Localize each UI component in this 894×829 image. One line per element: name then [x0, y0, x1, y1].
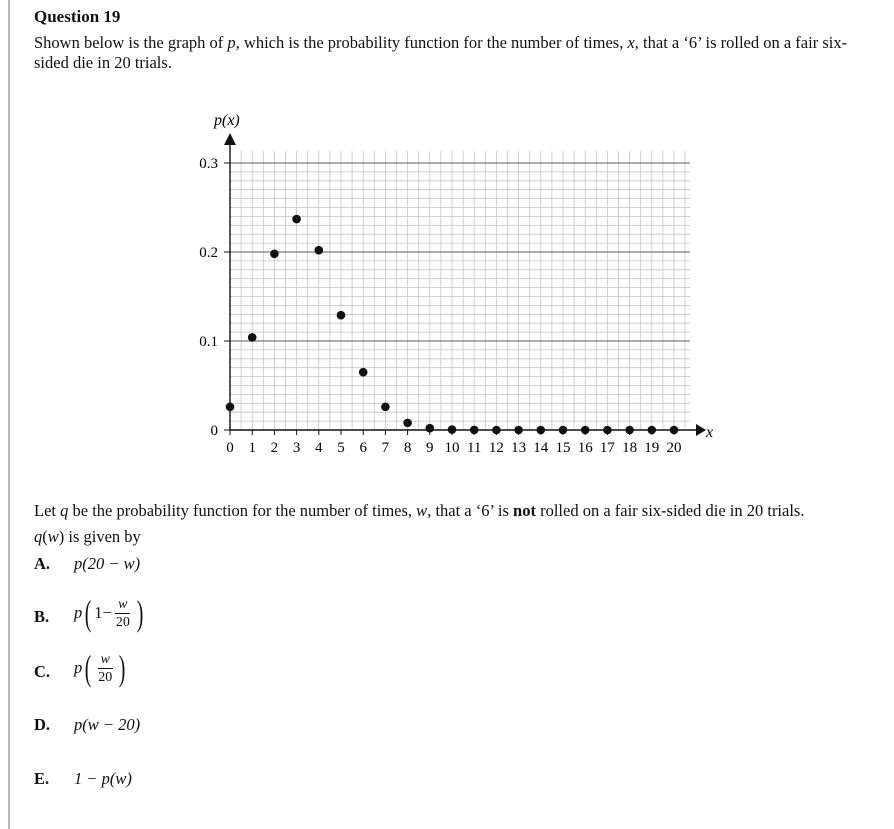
question-title: Question 19 [34, 7, 121, 26]
x-tick-label: 0 [226, 440, 234, 456]
data-point [537, 426, 546, 435]
data-point [248, 333, 257, 342]
option-b-letter[interactable]: B. [34, 607, 50, 626]
option-c-letter[interactable]: C. [34, 662, 51, 681]
data-point [359, 368, 368, 377]
option-b-left-paren: ( [84, 593, 92, 633]
option-b-p: p [74, 603, 83, 622]
data-point [559, 426, 568, 435]
x-tick-label: 2 [270, 440, 279, 456]
option-b-fraction [113, 596, 133, 631]
option-c-numerator: w [98, 651, 113, 669]
data-point [226, 403, 235, 412]
y-tick-label: 0.1 [199, 334, 218, 350]
y-tick-label: 0.2 [199, 245, 218, 261]
data-point [270, 249, 279, 258]
x-tick-label: 11 [466, 440, 482, 456]
follow-not: not [513, 501, 536, 520]
follow2-q: q [34, 527, 43, 546]
option-b-one: 1− [94, 603, 112, 622]
option-c-expression[interactable] [74, 650, 128, 686]
follow2-close: ) is given by [58, 527, 141, 546]
follow-text-1: Let [34, 501, 61, 520]
follow-text-2: be the probability function for the number of times, [68, 501, 417, 520]
intro-text-2: , which is the probability function for the number of times, [235, 33, 628, 52]
option-c-denominator: 20 [98, 669, 113, 685]
x-tick-label: 10 [444, 440, 460, 456]
x-tick-label: 4 [315, 440, 323, 456]
x-tick-label: 1 [248, 440, 256, 456]
follow2-open: ( [42, 527, 48, 546]
option-b-numerator: w [115, 596, 130, 614]
option-c-fraction [95, 651, 115, 686]
data-point [337, 311, 346, 320]
follow-w: w [416, 501, 428, 520]
data-point [315, 246, 324, 255]
chart-ticks [199, 156, 681, 456]
data-point [514, 426, 523, 435]
x-tick-label: 16 [577, 440, 593, 456]
follow-q: q [60, 501, 69, 520]
follow-text-3: , that a ‘6’ is [427, 501, 514, 520]
follow2-w: w [47, 527, 59, 546]
follow-up-text-2 [34, 527, 141, 547]
option-e-text[interactable]: 1 − p(w) [74, 769, 132, 788]
x-tick-label: 19 [644, 440, 660, 456]
option-b-right-paren: ) [136, 593, 144, 633]
x-axis-label: x [706, 424, 714, 441]
data-point [492, 426, 501, 435]
y-axis-label: p(x) [214, 112, 240, 129]
x-tick-label: 5 [337, 440, 345, 456]
x-tick-label: 3 [292, 440, 301, 456]
intro-text-3: , that a ‘6’ is rolled on a fair six-sided die in 20 trials. [34, 33, 848, 72]
x-tick-label: 14 [533, 440, 549, 456]
data-point [603, 426, 612, 435]
intro-p: p [227, 33, 236, 52]
x-tick-label: 20 [666, 440, 682, 456]
data-point [292, 215, 301, 224]
data-point [470, 426, 479, 435]
data-point [448, 425, 457, 434]
y-tick-label: 0 [210, 423, 218, 439]
intro-text-1: Shown below is the graph of [34, 33, 228, 52]
data-point [670, 426, 679, 435]
x-tick-label: 17 [599, 440, 615, 456]
x-tick-label: 9 [426, 440, 434, 456]
data-point [403, 419, 412, 428]
x-tick-label: 12 [488, 440, 504, 456]
x-axis-arrow [696, 424, 706, 436]
option-b-denominator: 20 [115, 614, 130, 630]
data-point [625, 426, 634, 435]
option-e-letter[interactable]: E. [34, 769, 50, 788]
option-d-letter[interactable]: D. [34, 715, 51, 734]
follow-up-text [34, 501, 894, 521]
x-tick-label: 6 [359, 440, 367, 456]
intro-x: x [627, 33, 635, 52]
x-tick-label: 13 [511, 440, 527, 456]
y-axis-arrow [224, 133, 236, 145]
follow-text-4: rolled on a fair six-sided die in 20 trials. [535, 501, 805, 520]
option-c-p: p [74, 658, 83, 677]
x-tick-label: 15 [555, 440, 571, 456]
x-tick-label: 7 [381, 440, 390, 456]
option-c-right-paren: ) [118, 648, 126, 688]
data-point [581, 426, 590, 435]
data-point [648, 426, 657, 435]
option-d-text[interactable]: p(w − 20) [74, 715, 141, 734]
x-tick-label: 18 [622, 440, 638, 456]
option-a-letter[interactable]: A. [34, 554, 51, 573]
x-tick-label: 8 [403, 440, 412, 456]
option-b-expression[interactable] [74, 595, 146, 631]
option-a-text[interactable]: p(20 − w) [74, 554, 141, 573]
option-c-left-paren: ( [84, 648, 92, 688]
data-point [381, 403, 390, 412]
data-point [426, 424, 435, 433]
chart-grid [230, 151, 690, 430]
y-tick-label: 0.3 [199, 156, 218, 172]
